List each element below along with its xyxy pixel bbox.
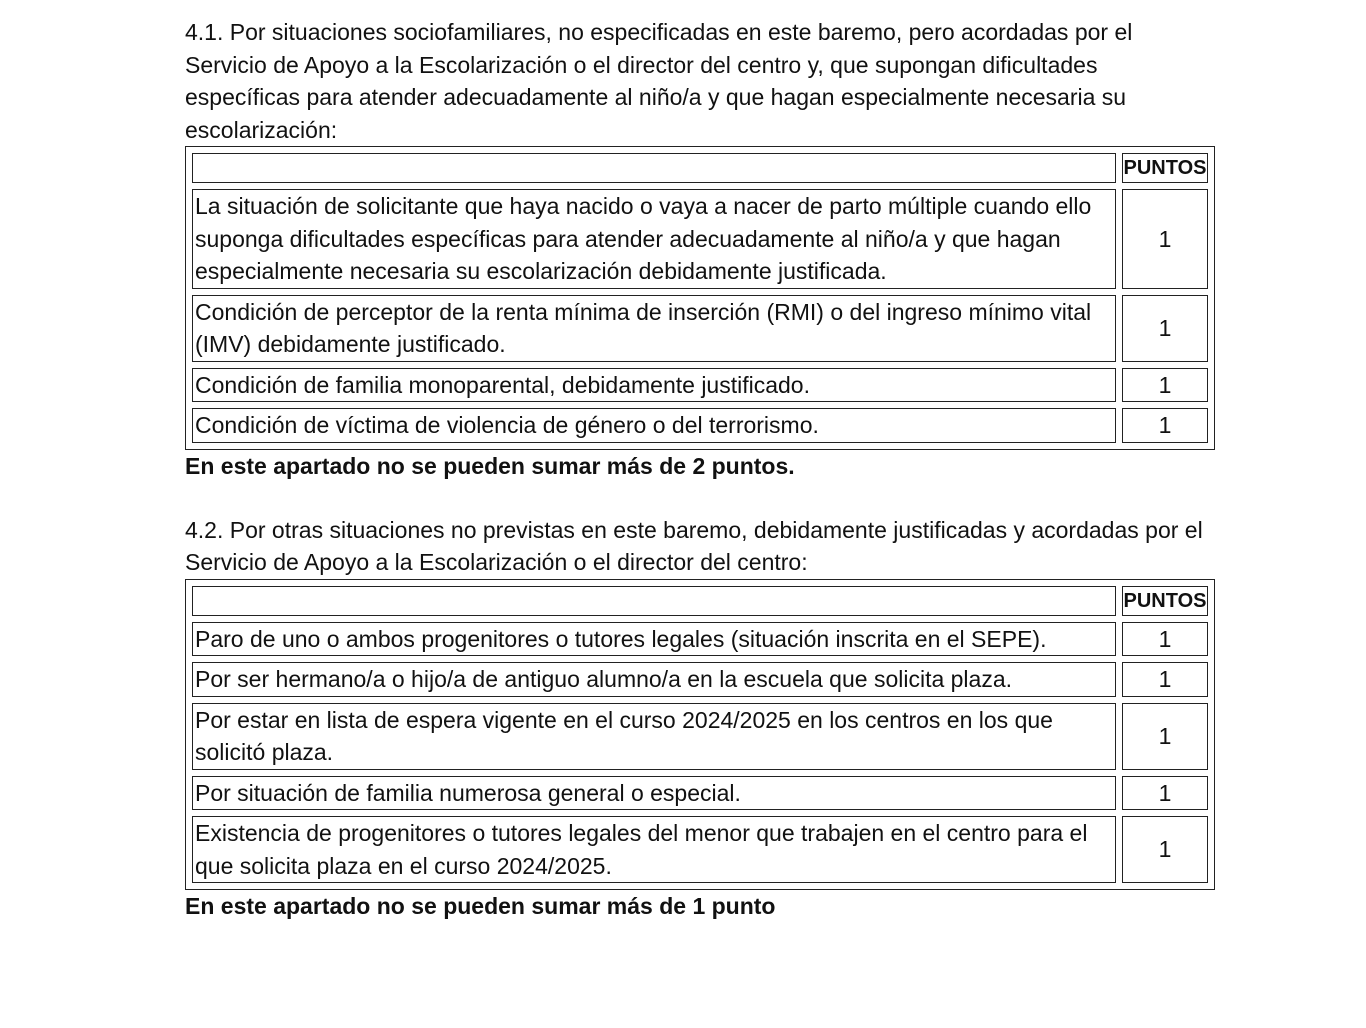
- row-description: Condición de familia monoparental, debidamente justificado.: [192, 368, 1116, 403]
- row-points: 1: [1122, 816, 1208, 883]
- row-points: 1: [1122, 295, 1208, 362]
- section-41-table: [185, 146, 1215, 450]
- table-row: [192, 703, 1208, 770]
- row-description: Por situación de familia numerosa general o especial.: [192, 776, 1116, 811]
- table-header-points: PUNTOS: [1122, 586, 1208, 616]
- row-description: La situación de solicitante que haya nacido o vaya a nacer de parto múltiple cuando ello suponga dificultades específicas para atender adecuadamente al niño/a y que hagan especialmente necesaria su escolarización debidamente justificada.: [192, 189, 1116, 289]
- row-points: 1: [1122, 189, 1208, 289]
- row-description: Por estar en lista de espera vigente en el curso 2024/2025 en los centros en los que solicitó plaza.: [192, 703, 1116, 770]
- table-row: [192, 622, 1208, 657]
- row-points: 1: [1122, 662, 1208, 697]
- table-header-points: PUNTOS: [1122, 153, 1208, 183]
- document-page: [185, 16, 1215, 922]
- table-row: [192, 189, 1208, 289]
- table-header-row: [192, 153, 1208, 183]
- table-row: [192, 368, 1208, 403]
- row-description: Existencia de progenitores o tutores legales del menor que trabajen en el centro para el que solicita plaza en el curso 2024/2025.: [192, 816, 1116, 883]
- table-row: [192, 816, 1208, 883]
- row-points: 1: [1122, 703, 1208, 770]
- table-row: [192, 295, 1208, 362]
- section-41-note: En este apartado no se pueden sumar más de 2 puntos.: [185, 452, 795, 479]
- table-row: [192, 776, 1208, 811]
- row-points: 1: [1122, 368, 1208, 403]
- row-description: Condición de víctima de violencia de género o del terrorismo.: [192, 408, 1116, 443]
- row-description: Paro de uno o ambos progenitores o tutores legales (situación inscrita en el SEPE).: [192, 622, 1116, 657]
- section-41-intro: 4.1. Por situaciones sociofamiliares, no especificadas en este baremo, pero acordadas por el Servicio de Apoyo a la Escolarización o el director del centro y, que supongan dificultades específicas para atender adecuadamente al niño/a y que hagan especialmente necesaria su escolarización:: [185, 19, 1133, 143]
- section-spacer: [185, 482, 1215, 514]
- section-42-intro: 4.2. Por otras situaciones no previstas en este baremo, debidamente justificadas y acordadas por el Servicio de Apoyo a la Escolarización o el director del centro:: [185, 516, 1203, 575]
- section-42-note: En este apartado no se pueden sumar más de 1 punto: [185, 893, 776, 919]
- table-row: [192, 662, 1208, 697]
- table-header-row: [192, 586, 1208, 616]
- table-header-empty-cell: [192, 153, 1116, 183]
- row-description: Por ser hermano/a o hijo/a de antiguo alumno/a en la escuela que solicita plaza.: [192, 662, 1116, 697]
- row-points: 1: [1122, 776, 1208, 811]
- row-points: 1: [1122, 622, 1208, 657]
- row-description: Condición de perceptor de la renta mínima de inserción (RMI) o del ingreso mínimo vital (IMV) debidamente justificado.: [192, 295, 1116, 362]
- section-42-table: [185, 579, 1215, 891]
- table-header-empty-cell: [192, 586, 1116, 616]
- row-points: 1: [1122, 408, 1208, 443]
- table-row: [192, 408, 1208, 443]
